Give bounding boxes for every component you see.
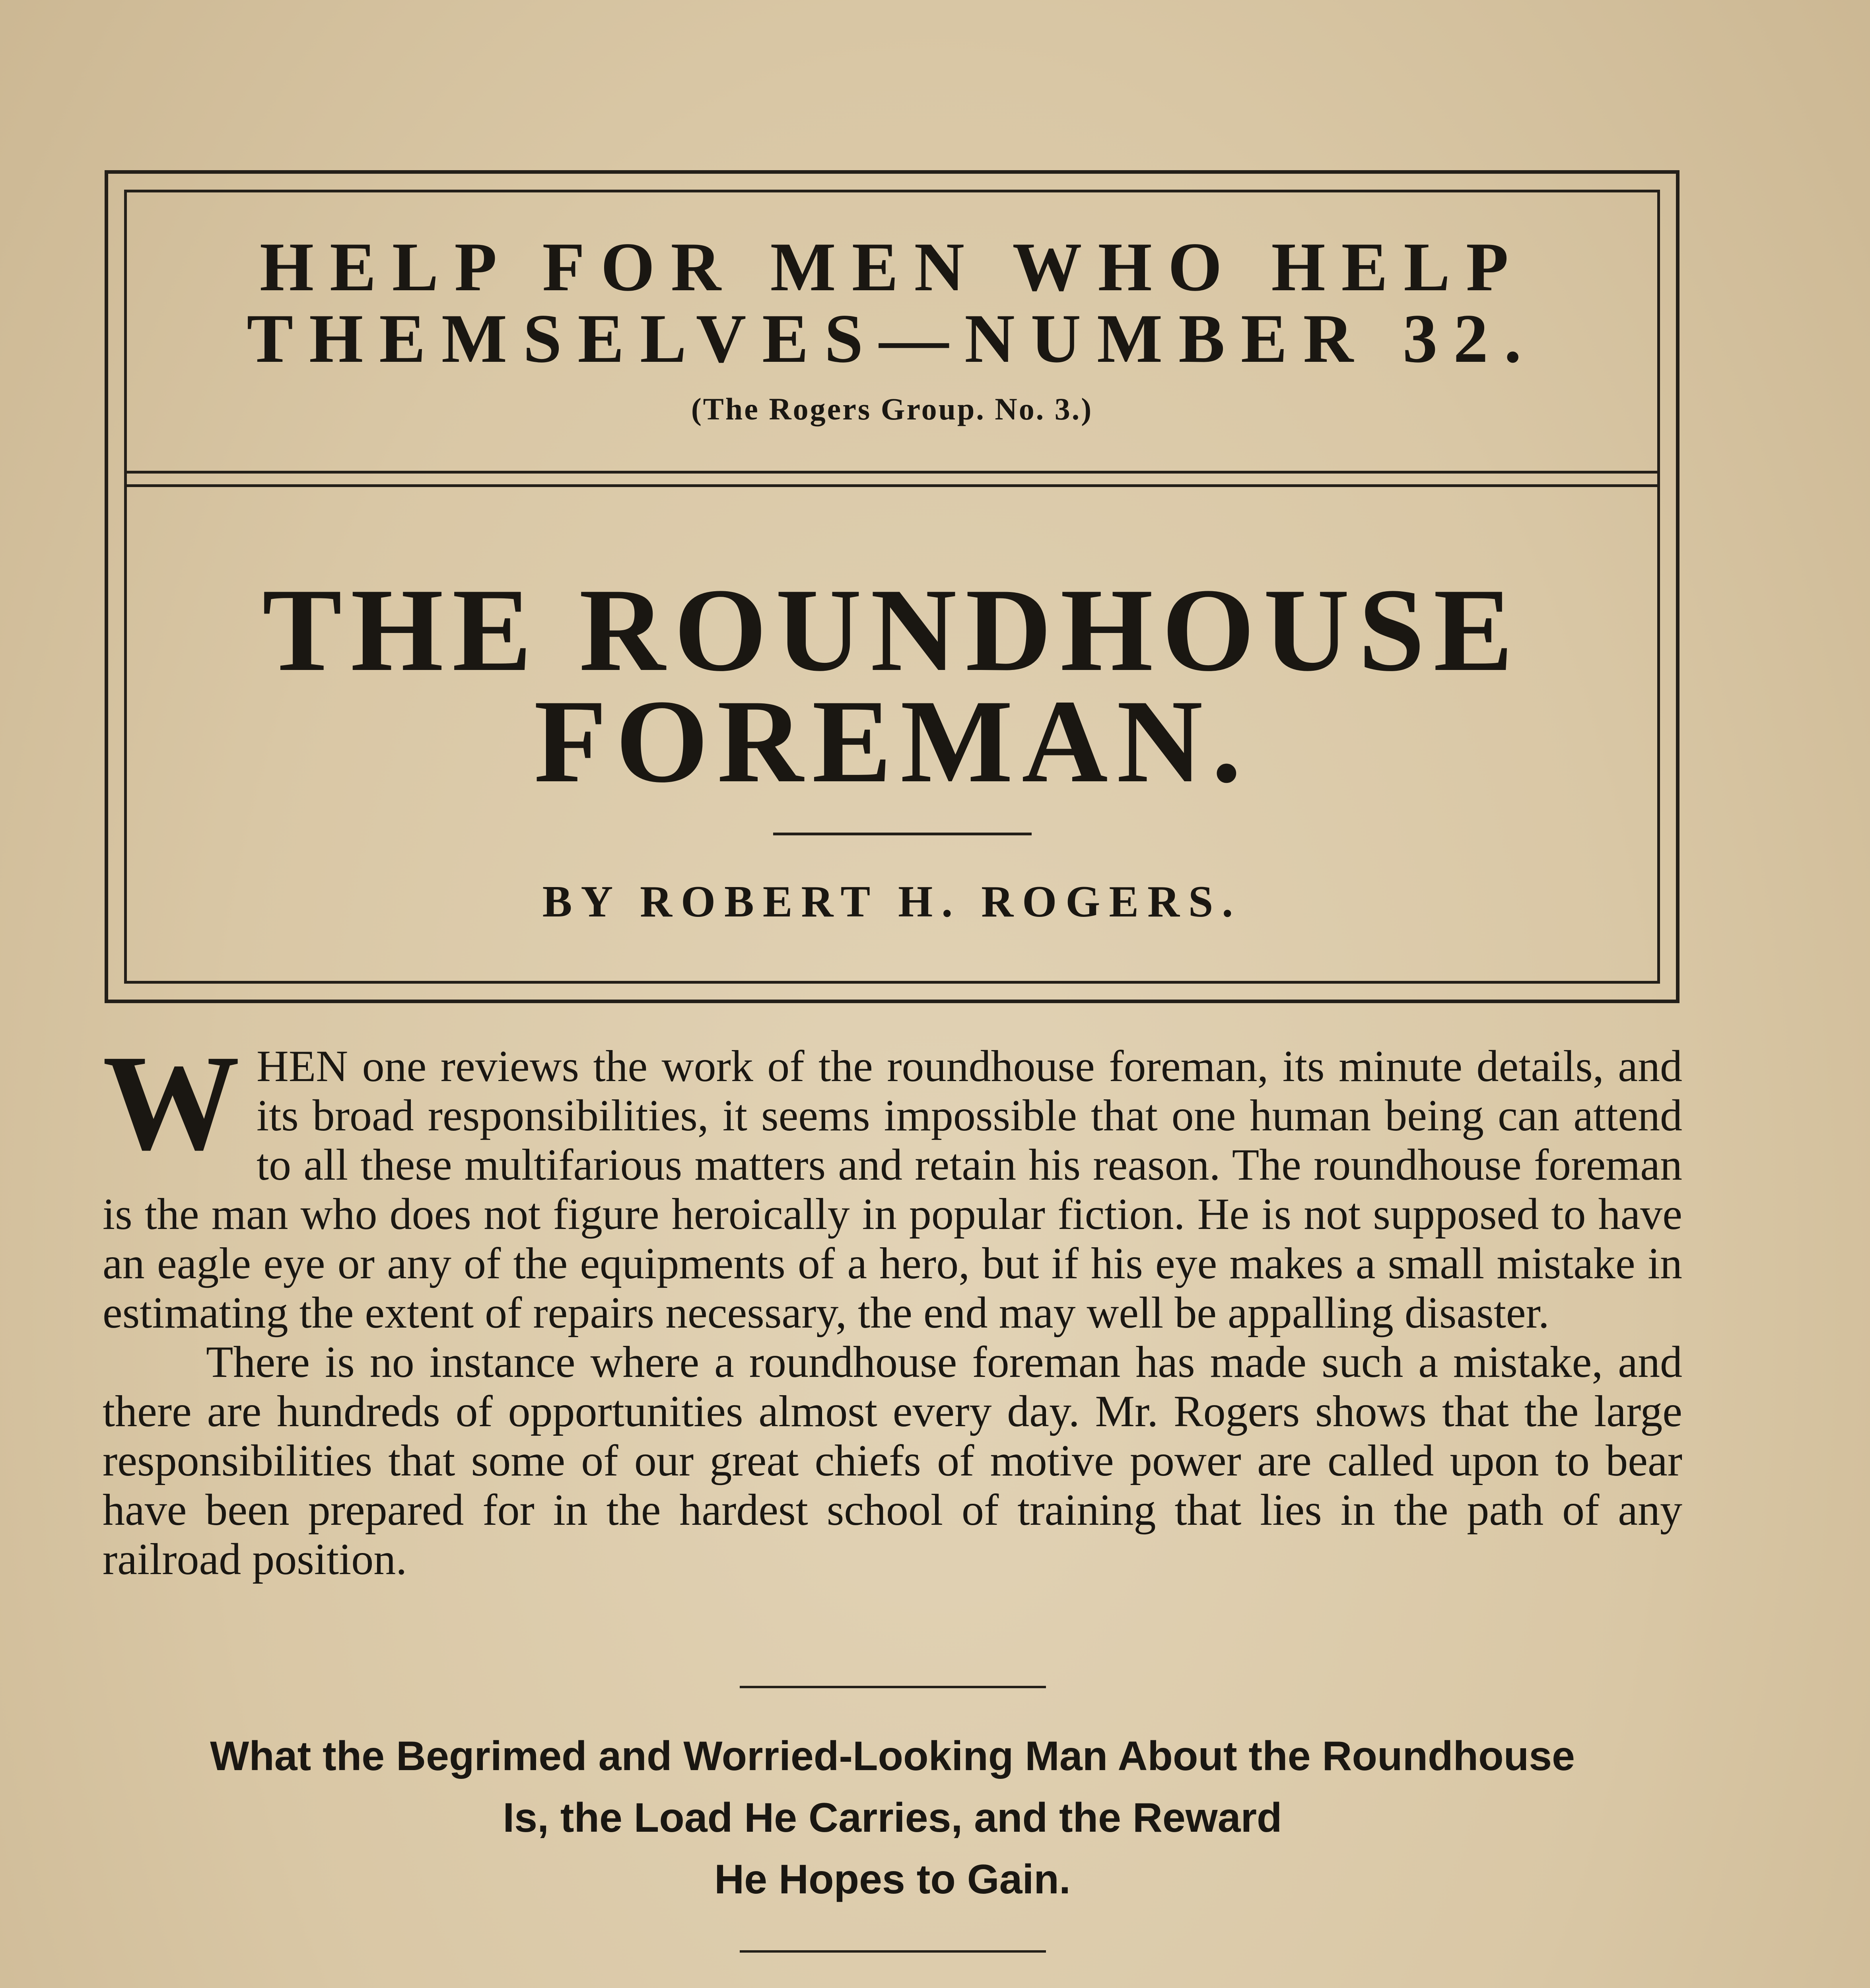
subhead-line3: He Hopes to Gain. [714,1856,1071,1903]
article-title-line2: FOREMAN. [534,675,1250,807]
dropcap-w: W [103,1027,240,1178]
subhead [103,1726,1682,1910]
series-title-line2: THEMSELVES—NUMBER 32. [247,300,1538,377]
title-frame-inner [124,190,1660,984]
intro [103,1027,1682,1584]
subhead-line1: What the Begrimed and Worried-Looking Man About the Roundhouse [210,1733,1575,1779]
article-title-line1: THE ROUNDHOUSE [262,564,1522,696]
series-box [127,192,1657,474]
byline: BY ROBERT H. ROGERS. [542,877,1242,926]
section-rule-top [740,1686,1046,1688]
subhead-line2: Is, the Load He Carries, and the Reward [503,1795,1282,1841]
series-title-line1: HELP FOR MEN WHO HELP [259,228,1525,305]
series-divider [127,484,1657,487]
intro-paragraph-1 [103,1027,1682,1338]
title-frame [105,170,1680,1003]
intro-paragraph-1-text: HEN one reviews the work of the roundhouse foreman, its minute details, and its broad responsibilities, it seems impossible that one human being can attend to all these multifarious matters and retain his reason. The roundhouse foreman is the man who does not figure heroically in popular fiction. He is not supposed to have an eagle eye or any of the equipments of a hero, but if his eye makes a small mistake in estimating the extent of repairs necessary, the end may well be appalling disaster. [103,1042,1682,1338]
series-subtitle: (The Rogers Group. No. 3.) [691,392,1093,426]
intro-paragraph-2: There is no instance where a roundhouse foreman has made such a mistake, and there are hundreds of opportunities almost every day. Mr. Rogers shows that the large responsibilities that some of our great chiefs of motive power are called upon to bear have been prepared for in the hardest school of training that lies in the path of any railroad position. [103,1338,1682,1584]
section-rule-bottom [740,1950,1046,1953]
title-rule [773,833,1032,835]
